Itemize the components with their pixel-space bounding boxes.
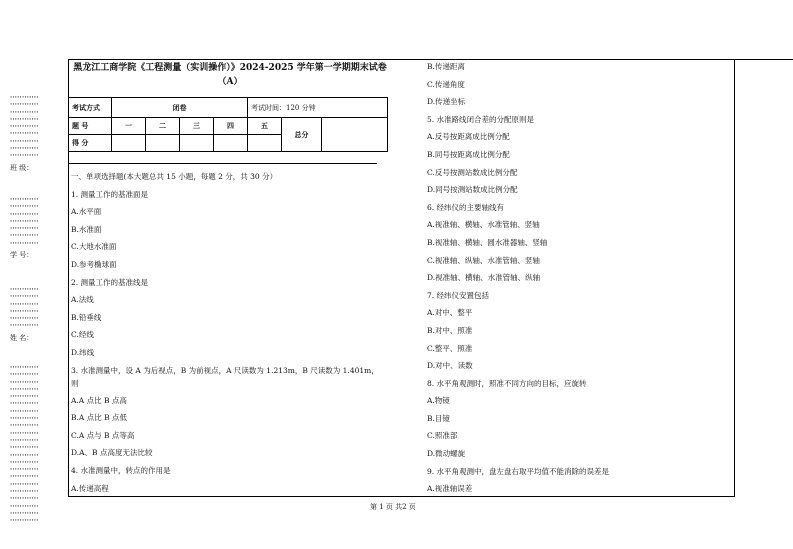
dot-row: ············ <box>10 225 39 233</box>
class-label: 班 级： <box>10 163 34 172</box>
section-2-header: 二 <box>146 118 180 135</box>
question-stem: 5. 水准路线闭合差的分配原则是 <box>427 114 535 124</box>
dot-row: ············ <box>10 364 39 371</box>
question-stem: 1. 测量工作的基准面是 <box>71 189 149 199</box>
answer-option: A.视准轴误差 <box>427 484 473 494</box>
answer-option: A.视准轴、横轴、水准管轴、竖轴 <box>427 220 540 230</box>
dot-row: ············ <box>10 232 39 240</box>
question-3: 3. 水准测量中，设 A 为后视点，B 为前视点，A 尺读数为 1.213m，B 尺读数为 1.401m，则 <box>71 365 379 388</box>
section-heading: 一、单项选择题(本大题总共 15 小题，每题 2 分，共 30 分） <box>71 172 278 181</box>
exam-mode-value: 闭卷 <box>112 98 248 118</box>
answer-option: C.传递角度 <box>427 79 465 89</box>
dot-row: ············ <box>10 137 39 145</box>
dot-row: ············ <box>10 509 39 517</box>
dot-row: ············ <box>10 444 39 452</box>
score-cell[interactable] <box>214 135 248 152</box>
dot-row: ············ <box>10 152 39 160</box>
binding-margin-name <box>10 286 58 346</box>
dot-row: ············ <box>10 123 39 131</box>
answer-option: A.A 点比 B 点高 <box>71 395 127 405</box>
score-cell[interactable] <box>180 135 214 152</box>
answer-option: A.对中、整平 <box>427 308 473 318</box>
binding-margin-id <box>10 196 58 263</box>
student-id-label: 学 号： <box>10 251 34 260</box>
dot-row: ············ <box>10 466 39 474</box>
answer-option: B.A 点比 B 点低 <box>71 413 127 423</box>
answer-option: B.水准面 <box>71 224 102 234</box>
score-table <box>68 97 388 152</box>
total-label: 总分 <box>282 118 322 152</box>
answer-option: A.水平面 <box>71 207 102 217</box>
answer-option: D.微动螺旋 <box>427 449 466 459</box>
answer-option: C.视准轴、纵轴、水准管轴、竖轴 <box>427 255 540 265</box>
dot-row: ············ <box>10 94 39 101</box>
dot-row: ············ <box>10 315 39 323</box>
dot-row: ············ <box>10 378 39 386</box>
dot-row: ············ <box>10 502 39 510</box>
dot-row: ············ <box>10 495 39 503</box>
answer-option: D.A、B 点高度无法比较 <box>71 448 153 458</box>
exam-mode-label: 考试方式 <box>69 98 112 118</box>
dot-row: ············ <box>10 307 39 315</box>
dot-row: ············ <box>10 108 39 116</box>
dot-row: ············ <box>10 415 39 423</box>
dot-row: ············ <box>10 286 39 293</box>
dot-row: ············ <box>10 203 39 211</box>
dot-row: ············ <box>10 473 39 481</box>
answer-option: D.对中、读数 <box>427 361 473 371</box>
section-1-header: 一 <box>112 118 146 135</box>
answer-option: C.整平、照准 <box>427 343 473 353</box>
answer-option: C.照准部 <box>427 431 458 441</box>
answer-option: C.A 点与 B 点等高 <box>71 430 135 440</box>
answer-option: D.纬线 <box>71 347 95 357</box>
dot-row: ············ <box>10 145 39 153</box>
dotted-cut-line <box>10 196 58 247</box>
answer-option: D.参考椭球面 <box>71 259 117 269</box>
dot-row: ············ <box>10 429 39 437</box>
answer-option: B.视准轴、横轴、圆水准器轴、竖轴 <box>427 237 548 247</box>
answer-option: D.视准轴、横轴、水准管轴、纵轴 <box>427 273 541 283</box>
section-5-header: 五 <box>248 118 282 135</box>
answer-option: A.传递高程 <box>71 483 109 493</box>
dot-row: ············ <box>10 488 39 496</box>
score-label: 得 分 <box>69 135 112 152</box>
answer-option: C.反号按测站数成比例分配 <box>427 167 518 177</box>
answer-option: C.大地水准面 <box>71 242 117 252</box>
dot-row: ············ <box>10 322 39 330</box>
dot-row: ············ <box>10 458 39 466</box>
answer-option: A.反号按距离成比例分配 <box>427 132 510 142</box>
dotted-cut-line <box>10 364 58 525</box>
dot-row: ············ <box>10 300 39 308</box>
dot-row: ············ <box>10 239 39 247</box>
dot-row: ············ <box>10 407 39 415</box>
divider <box>68 163 377 164</box>
answer-option: B.对中、照准 <box>427 325 473 335</box>
dot-row: ············ <box>10 451 39 459</box>
page-footer: 第 1 页 共2 页 <box>370 503 416 511</box>
score-cell[interactable] <box>146 135 180 152</box>
dot-row: ············ <box>10 210 39 218</box>
section-4-header: 四 <box>214 118 248 135</box>
answer-option: B.目镜 <box>427 413 450 423</box>
question-no-label: 题 号 <box>69 118 112 135</box>
question-stem: 4. 水准测量中，转点的作用是 <box>71 465 171 475</box>
exam-time: 考试时间：120 分钟 <box>248 98 388 118</box>
score-cell[interactable] <box>248 135 282 152</box>
answer-option: A.物镜 <box>427 396 450 406</box>
answer-option: B.铅垂线 <box>71 312 102 322</box>
question-stem: 9. 水平角观测中，盘左盘右取平均值不能消除的误差是 <box>427 466 610 476</box>
dotted-cut-line <box>10 94 58 160</box>
dot-row: ············ <box>10 371 39 379</box>
dot-row: ············ <box>10 115 39 123</box>
answer-option: D.传递坐标 <box>427 97 466 107</box>
dot-row: ············ <box>10 436 39 444</box>
name-label: 姓 名： <box>10 333 34 342</box>
dot-row: ············ <box>10 130 39 138</box>
answer-option: B.传递距离 <box>427 62 465 71</box>
exam-title: 黑龙江工商学院《工程测量（实训操作）》2024-2025 学年第一学期期末试卷（A） <box>73 63 387 87</box>
dot-row: ············ <box>10 217 39 225</box>
dot-row: ············ <box>10 101 39 109</box>
section-3-header: 三 <box>180 118 214 135</box>
dot-row: ············ <box>10 422 39 430</box>
binding-margin-bottom <box>10 364 58 525</box>
answer-option: B.同号按距离成比例分配 <box>427 149 510 159</box>
dot-row: ············ <box>10 517 39 525</box>
score-cell[interactable] <box>112 135 146 152</box>
question-stem: 2. 测量工作的基准线是 <box>71 277 149 287</box>
binding-margin-class <box>10 94 58 176</box>
answer-option: C.经线 <box>71 330 94 340</box>
dot-row: ············ <box>10 385 39 393</box>
answer-option: D.同号按测站数成比例分配 <box>427 185 518 195</box>
question-stem: 7. 经纬仪安置包括 <box>427 290 490 300</box>
question-stem: 6. 经纬仪的主要轴线有 <box>427 202 505 212</box>
dot-row: ············ <box>10 393 39 401</box>
answer-option: A.法线 <box>71 295 94 305</box>
dot-row: ············ <box>10 196 39 203</box>
dot-row: ············ <box>10 400 39 408</box>
question-stem: 8. 水平角观测时，照准不同方向的目标，应旋转 <box>427 378 587 388</box>
total-score-cell[interactable] <box>322 118 388 152</box>
dotted-cut-line <box>10 286 58 330</box>
dot-row: ············ <box>10 480 39 488</box>
dot-row: ············ <box>10 293 39 301</box>
